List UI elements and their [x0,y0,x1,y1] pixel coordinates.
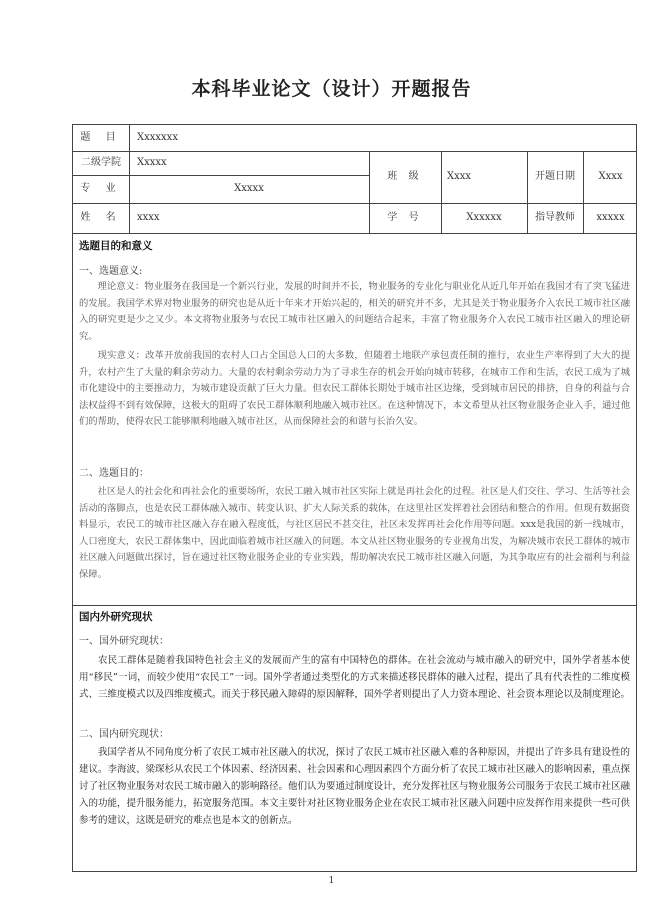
paragraph-foreign: 农民工群体是随着我国特色社会主义的发展而产生的富有中国特色的群体。在社会流动与城市融入的研究中，国外学者基本使用“移民”一词，而较少使用“农民工”一词。国外学者通过类型化的方式来描述移民群体的融入过程，提出了具有代表性的二维度模式、三维度模式以及四维度模式。而关于移民融入障碍的原因解释，国外学者则提出了人力资本理论、社会资本理论以及制度理论。 [79,655,631,700]
subheading-significance: 一、选题意义: [79,266,143,277]
paragraph-theory: 理论意义：物业服务在我国是一个新兴行业，发展的时间并不长，物业服务的专业化与职业化从近几年开始在我国才有了突飞猛进的发展。我国学术界对物业服务的研究也是从近十年来才开始兴起的，相关的研究并不多，尤其是关于物业服务介入农民工城市社区融入的研究更是少之又少。本文将物业服务与农民工城市社区融入的问题结合起来，丰富了物业服务介入农民工城市社区融入的理论研究。 [79,281,630,342]
topic-label: 题 目 [80,132,122,143]
advisor-label: 指导教师 [535,212,575,223]
section-heading-purpose: 选题目的和意义 [79,240,153,252]
date-label: 开题日期 [535,171,575,182]
section-heading-research: 国内外研究现状 [79,611,153,623]
report-form [72,124,637,872]
name-label: 姓 名 [80,212,122,223]
advisor-value: xxxxx [596,212,625,223]
major-value: Xxxxx [234,183,264,194]
paragraph-purpose: 社区是人的社会化和再社会化的重要场所，农民工融入城市社区实际上就是再社会化的过程。社区是人们交往、学习、生活等社会活动的落脚点，也是农民工群体融入城市、转变认识、扩大人际关系的载体，在这里社区发挥着社会团结和整合的作用。但现有数据资料显示，农民工的城市社区融入存在融入程度低，与社区居民不甚交往，社区未发挥再社会化作用等问题。xxx是我国的新一线城市，人口密度大，农民工群体集中，因此面临着城市社区融入的问题。本文从社区物业服务的专业视角出发，为解决城市农民工群体的城市社区融入问题做出探讨，旨在通过社区物业服务企业的专业实践，帮助解决农民工城市社区融入问题，为其争取应有的社会福利与利益保障。 [79,486,630,580]
subheading-domestic: 二、国内研究现状： [79,729,169,740]
paragraph-domestic: 我国学者从不同角度分析了农民工城市社区融入的状况，探讨了农民工城市社区融入难的各种原因，并提出了许多具有建设性的建议。李海波、梁琛杉从农民工个体因素、经济因素、社会因素和心理因素四个方面分析了农民工城市社区融入的影响因素，重点探讨了社区物业服务对农民工城市融入的影响路径。他们认为要通过制度设计，充分发挥社区与物业服务公司服务于农民工城市社区融入的功能，提升服务能力，拓宽服务范围。本文主要针对社区物业服务企业在农民工城市社区融入问题中应发挥作用来提供一些可供参考的建议，这既是研究的难点也是本文的创新点。 [79,747,631,826]
paragraph-practice: 现实意义：改革开放前我国的农村人口占全国总人口的大多数，但随着土地联产承包责任制的推行，农业生产率得到了大大的提升，农村产生了大量的剩余劳动力。大量的农村剩余劳动力为了寻求生存的机会开始向城市转移，在城市工作和生活，农民工成为了城市化建设中的主要推动力，为城市建设贡献了巨大力量。但农民工群体长期处于城市社区边缘，受到城市居民的排挤，自身的利益与合法权益得不到有效保障，这极大的阻碍了农民工群体顺利地融入城市社区。在这种情况下，本文希望从社区物业服务企业入手，通过他们的帮助，使得农民工能够顺利地融入城市社区，从而保障社会的和谐与长治久安。 [79,350,630,428]
college-label: 二级学院 [81,157,121,168]
subheading-foreign: 一、国外研究现状： [79,636,169,647]
date-value: Xxxx [598,171,623,182]
page-title: 本科毕业论文（设计）开题报告 [191,78,472,100]
class-value: Xxxx [447,171,472,182]
row-divider [73,233,636,234]
topic-value: Xxxxxxx [137,132,178,143]
student-id-value: Xxxxxx [466,212,502,223]
page-number: 1 [328,876,335,886]
class-label: 班 级 [387,171,423,182]
name-value: xxxx [137,212,160,223]
student-id-label: 学 号 [387,212,423,223]
subheading-purpose: 二、选题目的： [79,468,149,479]
major-label: 专 业 [80,183,122,194]
section-divider [73,605,636,606]
college-value: Xxxxx [137,157,167,168]
